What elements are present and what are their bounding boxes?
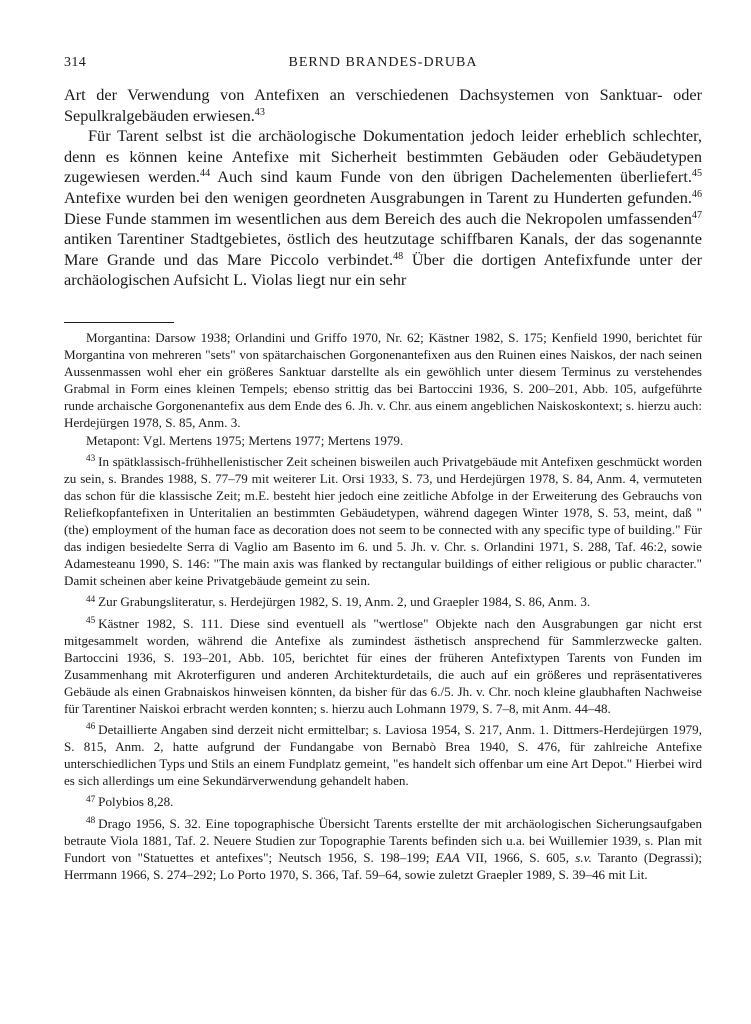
- footnote-ref-45[interactable]: 45: [691, 168, 703, 180]
- footnote-continuation-morgantina: Morgantina: Darsow 1938; Orlandini und Griffo 1970, Nr. 62; Kästner 1982, S. 175; Kenfield 1990, berichtet für Morgantina von mehreren "sets" von spätarchaischen Gorgonenantefixen aus den Ruinen eines Naiskos, der nach seinen Aussenmassen wohl eher ein größeres Sanktuar darstellte als ein gewöhlich unter diesem Terminus zu verstehendes Grabmal in Form eines kleinen Tempels; ebenso strittig das bei Bartoccini 1936, S. 200–201, Abb. 105, aufgeführte runde archaische Gorgonenantefix aus dem Ende des 6. Jh. v. Chr. aus einem angeblichen Naiskoskontext; s. hierzu auch: Herdejürgen 1978, S. 85, Anm. 3.: [64, 330, 702, 431]
- paragraph-2: Für Tarent selbst ist die archäologische Dokumentation jedoch leider erheblich schlechter, denn es können keine Antefixe mit Sicherheit bestimmten Gebäuden oder Gebäudetypen zugewiesen werden.$^{44}$ Auch sind kaum Funde von den übrigen Dachelementen überliefert.$^{45}$ Antefixe wurden bei den wenigen geordneten Ausgrabungen in Tarent zu Hunderten gefunden.$^{46}$ Diese Funde stammen im wesentlichen aus dem Bereich des auch die Nekropolen umfassenden$^{47}$ antiken Tarentiner Stadtgebietes, östlich des heutzutage schiffbaren Kanals, der das sogenannte Mare Grande und das Mare Piccolo verbindet.$^{48}$ Über die dortigen Antefixfunde unter der archäologischen Aufsicht L. Violas liegt nur ein sehr: [64, 126, 703, 290]
- footnote-number: 44: [86, 593, 96, 604]
- footnote-ref-46[interactable]: 46: [691, 188, 702, 200]
- footnote-ref-43[interactable]: 43: [254, 106, 265, 118]
- footnote-47: $^{47}$ Polybios 8,28.: [86, 793, 174, 810]
- footnote-number: 47: [86, 793, 96, 804]
- running-title: BERND BRANDES-DRUBA: [288, 55, 478, 70]
- paragraph-1: Art der Verwendung von Antefixen an verschiedenen Dachsystemen von Sanktuar- oder Sepulkralgebäuden erwiesen.$^{43}$: [64, 85, 702, 125]
- footnote-ref-47[interactable]: 47: [691, 209, 702, 221]
- footnote-continuation-metapont: Metapont: Vgl. Mertens 1975; Mertens 1977; Mertens 1979.: [86, 432, 404, 448]
- footnote-ref-48[interactable]: 48: [393, 250, 404, 262]
- main-text: [64, 85, 702, 291]
- footnote-number: 43: [86, 453, 96, 464]
- footnotes: [64, 329, 702, 887]
- footnote-number: 46: [86, 721, 96, 732]
- footnote-number: 48: [86, 814, 96, 825]
- footnote-43: $^{43}$ In spätklassisch-frühhellenistischer Zeit scheinen bisweilen auch Privatgebäude mit Antefixen geschmückt worden zu sein, s. Brandes 1988, S. 77–79 mit weiterer Lit. Orsi 1933, S. 73, und Herdejürgen 1978, S. 84, Anm. 4, vermuteten das schon für die klassische Zeit; m.E. besteht hier jedoch eine zeitliche Abfolge in der Erweiterung des Gebrauchs von Reliefkopfantefixen in Unteritalien an bestimmten Gebäudetypen, während dagegen Winter 1978, S. 53, meint, daß "(the) employment of the human face as decoration does not seem to be connected with any specific type of building." Für das indigen besiedelte Serra di Vaglio am Basento im 6. und 5. Jh. v. Chr. s. Orlandini 1971, S. 288, Taf. 46:2, sowie Adamesteanu 1990, S. 146: "The main axis was flanked by rectangular buildings of either religious or public character." Damit scheinen aber keine Privatgebäude gemeint zu sein.: [64, 453, 702, 589]
- footnote-44: $^{44}$ Zur Grabungsliteratur, s. Herdejürgen 1982, S. 19, Anm. 2, und Graepler 1984, S. 86, Anm. 3.: [86, 593, 591, 610]
- footnote-ref-44[interactable]: 44: [200, 168, 211, 180]
- footnote-rule: [64, 322, 174, 323]
- footnote-48: $^{48}$ Drago 1956, S. 32. Eine topographische Übersicht Tarents erstellte der mit archäologischen Sicherungsaufgaben betraute Viola 1881, Taf. 2. Neuere Studien zur Topographie Tarents befinden sich u.a. bei Wuillemier 1939, s. Plan mit Fundort von "Statuettes et antefixes"; Neutsch 1956, S. 198–199; EAA VII, 1966, S. 605, s.v. Taranto (Degrassi); Herrmann 1966, S. 274–292; Lo Porto 1970, S. 366, Taf. 59–64, sowie zuletzt Graepler 1989, S. 39–46 mit Lit.: [64, 814, 702, 882]
- footnote-number: 45: [86, 614, 96, 625]
- footnote-45: $^{45}$ Kästner 1982, S. 111. Diese sind eventuell als "wertlose" Objekte nach den Ausgrabungen gar nicht erst mitgesammelt worden, während die Antefixe als zumindest ästhetisch ansprechend für Sammlerzwecke galten. Bartoccini 1936, S. 193–201, Abb. 105, berichtet für eines der früheren Antefixtypen Tarents von Funden im Zusammenhang mit Akroterfiguren und anderen Architekturdetails, die auch auf ein größeres und repräsentativeres Gebäude als einen Grabnaiskos hinweisen könnten, da bisher für das 6./5. Jh. v. Chr. noch kleine glaubhaften Nachweise für Tarentiner Naiskoi erbracht werden konnten; s. hierzu auch Lohmann 1979, S. 7–8, mit Anm. 44–48.: [64, 614, 702, 716]
- footnote-46: $^{46}$ Detaillierte Angaben sind derzeit nicht ermittelbar; s. Laviosa 1954, S. 217, Anm. 1. Dittmers-Herdejürgen 1979, S. 815, Anm. 2, hatte aufgrund der Fundangabe von Bernabò Brea 1940, S. 476, für zahlreiche Antefixe unterschiedlichen Typs und Stils an einem Fundplatz gemeint, "es handelt sich offenbar um eine Art Depot." Hierbei wird es sich allerdings um eine Sekundärverwendung gehandelt haben.: [64, 721, 702, 789]
- page-number: 314: [64, 55, 87, 70]
